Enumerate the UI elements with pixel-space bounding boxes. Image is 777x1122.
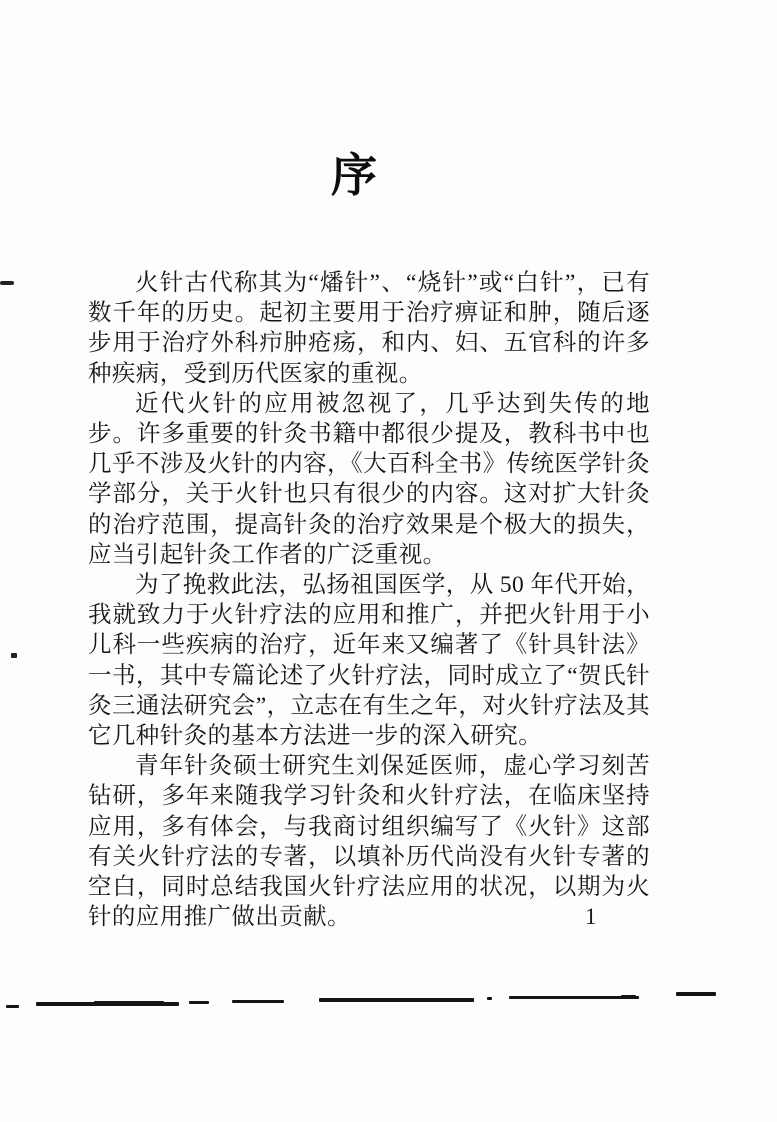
page-title: 序	[331, 149, 379, 201]
scan-artifact	[11, 653, 17, 658]
scan-artifact	[0, 281, 14, 285]
scan-line-segment	[232, 1000, 284, 1003]
paragraph-3: 为了挽救此法，弘扬祖国医学，从 50 年代开始，我就致力于火针疗法的应用和推广，并把火针用于小儿科一些疾病的治疗，近年来又编著了《针具针法》一书，其中专篇论述了火针疗法，同时成立了“贺氏针灸三通法研究会”，立志在有生之年，对火针疗法及其它几种针灸的基本方法进一步的深入研究。	[88, 572, 650, 750]
body-text	[88, 268, 650, 932]
scan-line-segment	[509, 996, 639, 999]
paragraph-1: 火针古代称其为“燔针”、“烧针”或“白针”，已有数千年的历史。起初主要用于治疗痹证和肿，随后逐步用于治疗外科疖肿疮疡，和内、妇、五官科的许多种疾病，受到历代医家的重视。	[88, 270, 650, 387]
scan-line-segment	[94, 1001, 164, 1006]
scan-line-segment	[189, 1001, 209, 1004]
scan-line-segment	[487, 997, 492, 1000]
scan-line-segment	[6, 1005, 19, 1008]
scan-line-segment	[621, 995, 636, 998]
paragraph-4: 青年针灸硕士研究生刘保延医师，虚心学习刻苦钻研，多年来随我学习针灸和火针疗法，在临床坚持应用，多有体会，与我商讨组织编写了《火针》这部有关火针疗法的专著，以填补历代尚没有火针专著的空白，同时总结我国火针疗法应用的状况，以期为火针的应用推广做出贡献。	[88, 753, 650, 931]
page-number: 1	[585, 904, 597, 929]
scan-line-segment	[319, 998, 474, 1002]
scan-line-segment	[676, 992, 716, 996]
page-bottom-scan-line	[4, 992, 720, 1010]
paragraph-2: 近代火针的应用被忽视了，几乎达到失传的地步。许多重要的针灸书籍中都很少提及，教科书中也几乎不涉及火针的内容，《大百科全书》传统医学针灸学部分，关于火针也只有很少的内容。这对扩大针灸的治疗范围，提高针灸的治疗效果是个极大的损失，应当引起针灸工作者的广泛重视。	[88, 390, 650, 568]
